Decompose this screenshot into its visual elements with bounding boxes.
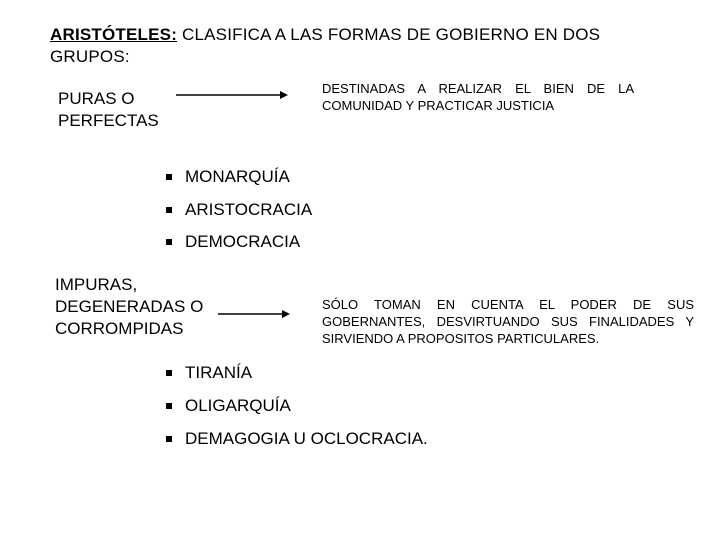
form-label: DEMOCRACIA bbox=[185, 232, 301, 251]
bullet-icon bbox=[166, 174, 172, 180]
bullet-icon bbox=[166, 436, 172, 442]
impure-arrow-icon bbox=[218, 307, 290, 321]
form-label: MONARQUÍA bbox=[185, 167, 290, 186]
bullet-icon bbox=[166, 403, 172, 409]
form-item-tirania bbox=[164, 362, 252, 384]
form-item-demagogia bbox=[164, 428, 428, 450]
impure-description: SÓLO TOMAN EN CUENTA EL PODER DE SUS GOBERNANTES, DESVIRTUANDO SUS FINALIDADES Y SIRVIENDO A PROPOSITOS PARTICULARES. bbox=[322, 297, 694, 346]
bullet-icon bbox=[166, 239, 172, 245]
form-label: OLIGARQUÍA bbox=[185, 396, 291, 415]
page-title bbox=[50, 24, 660, 68]
title-lead: ARISTÓTELES: bbox=[50, 25, 178, 44]
pure-description: DESTINADAS A REALIZAR EL BIEN DE LA COMUNIDAD Y PRACTICAR JUSTICIA bbox=[322, 81, 634, 113]
title-rest: CLASIFICA A LAS FORMAS DE GOBIERNO EN DOS GRUPOS: bbox=[50, 25, 601, 66]
form-label: ARISTOCRACIA bbox=[185, 200, 313, 219]
bullet-icon bbox=[166, 370, 172, 376]
form-label: DEMAGOGIA U OCLOCRACIA. bbox=[185, 429, 428, 448]
form-label: TIRANÍA bbox=[185, 363, 253, 382]
bullet-icon bbox=[166, 207, 172, 213]
form-item-monarquia bbox=[164, 166, 290, 188]
form-item-oligarquia bbox=[164, 395, 291, 417]
impure-group-label: IMPURAS, DEGENERADAS O CORROMPIDAS bbox=[55, 275, 204, 338]
form-item-aristocracia bbox=[164, 199, 312, 221]
pure-arrow-icon bbox=[176, 88, 288, 102]
form-item-democracia bbox=[164, 231, 300, 253]
pure-group-label: PURAS O PERFECTAS bbox=[58, 89, 159, 130]
